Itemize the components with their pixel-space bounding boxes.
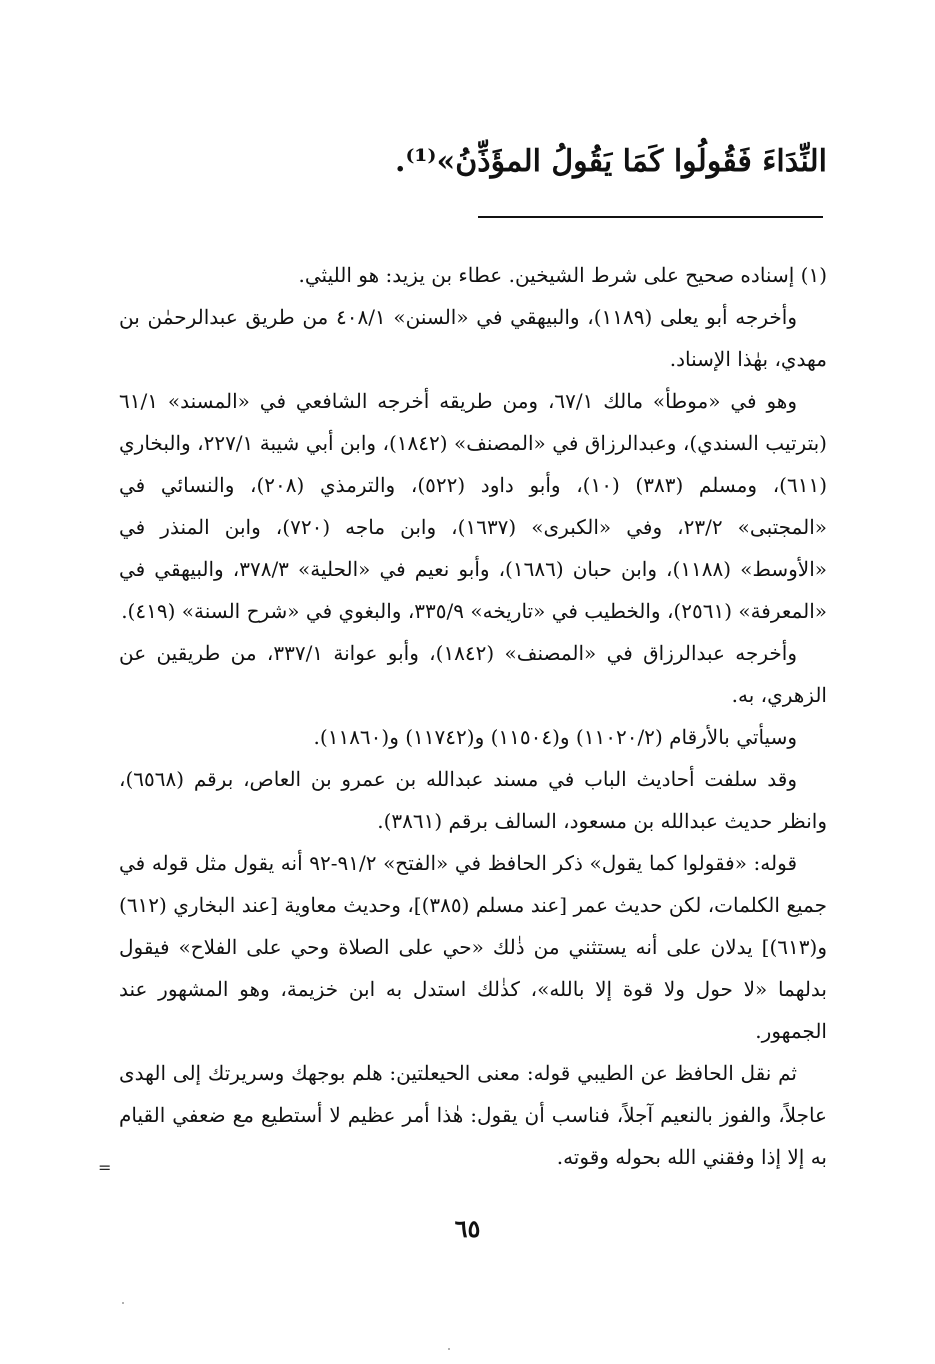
footnote-separator — [478, 216, 823, 218]
footnotes-section — [119, 254, 827, 1178]
margin-continuation-mark: = — [98, 1158, 112, 1177]
footnote-paragraph-8: ثم نقل الحافظ عن الطيبي قوله: معنى الحيعلتين: هلم بوجهك وسريرتك إلى الهدى عاجلاً، والفوز بالنعيم آجلاً، فناسب أن يقول: هٰذا أمر عظيم لا أستطيع مع ضعفي القيام به إلا إذا وفقني الله بحوله وقوته. — [119, 1061, 827, 1169]
footnote-paragraph-3: وهو في «موطأ» مالك ٦٧/١، ومن طريقه أخرجه الشافعي في «المسند» ٦١/١ (بترتيب السندي)، وعبدالرزاق في «المصنف» (١٨٤٢)، وابن أبي شيبة ٢٢٧/١، والبخاري (٦١١)، ومسلم (٣٨٣) (١٠)، وأبو داود (٥٢٢)، والترمذي (٢٠٨)، والنسائي في «المجتبى» ٢٣/٢، وفي «الكبرى» (١٦٣٧)، وابن ماجه (٧٢٠)، وابن المنذر في «الأوسط» (١١٨٨)، وابن حبان (١٦٨٦)، وأبو نعيم في «الحلية» ٣٧٨/٣، والبيهقي في «المعرفة» (٢٥٦١)، والخطيب في «تاريخه» ٣٣٥/٩، والبغوي في «شرح السنة» (٤١٩). — [119, 389, 828, 623]
footnote-paragraph-2: وأخرجه أبو يعلى (١١٨٩)، والبيهقي في «السنن» ٤٠٨/١ من طريق عبدالرحمٰن بن مهدي، بهٰذا الإسناد. — [119, 305, 827, 371]
footnote-paragraph-4: وأخرجه عبدالرزاق في «المصنف» (١٨٤٢)، وأبو عوانة ٣٣٧/١، من طريقين عن الزهري، به. — [119, 641, 827, 707]
scan-speck — [448, 1348, 450, 1350]
footnote-paragraph-6: وقد سلفت أحاديث الباب في مسند عبدالله بن عمرو بن العاص، برقم (٦٥٦٨)، وانظر حديث عبدالله بن مسعود، السالف برقم (٣٨٦١). — [119, 767, 827, 833]
footnote-paragraph-7: قوله: «فقولوا كما يقول» ذكر الحافظ في «الفتح» ٩١/٢-٩٢ أنه يقول مثل قوله في جميع الكلمات، لكن حديث عمر [عند مسلم (٣٨٥)]، وحديث معاوية [عند البخاري (٦١٢) و(٦١٣)] يدلان على أنه يستثني من ذٰلك «حي على الصلاة وحي على الفلاح» فيقول بدلهما «لا حول ولا قوة إلا بالله»، كذٰلك استدل به ابن خزيمة، وهو المشهور عند الجمهور. — [119, 851, 827, 1043]
scan-speck — [122, 1302, 124, 1304]
main-text-line: النِّدَاءَ فَقُولُوا كَمَا يَقُولُ المؤَذِّنُ»⁽¹⁾. — [395, 144, 827, 179]
page-number: ٦٥ — [454, 1214, 481, 1243]
footnote-paragraph-1: (١) إسناده صحيح على شرط الشيخين. عطاء بن يزيد: هو الليثي. — [298, 263, 827, 287]
footnote-paragraph-5: وسيأتي بالأرقام (١١٠٢٠/٢) و(١١٥٠٤) و(١١٧٤٢) و(١١٨٦٠). — [313, 725, 797, 749]
